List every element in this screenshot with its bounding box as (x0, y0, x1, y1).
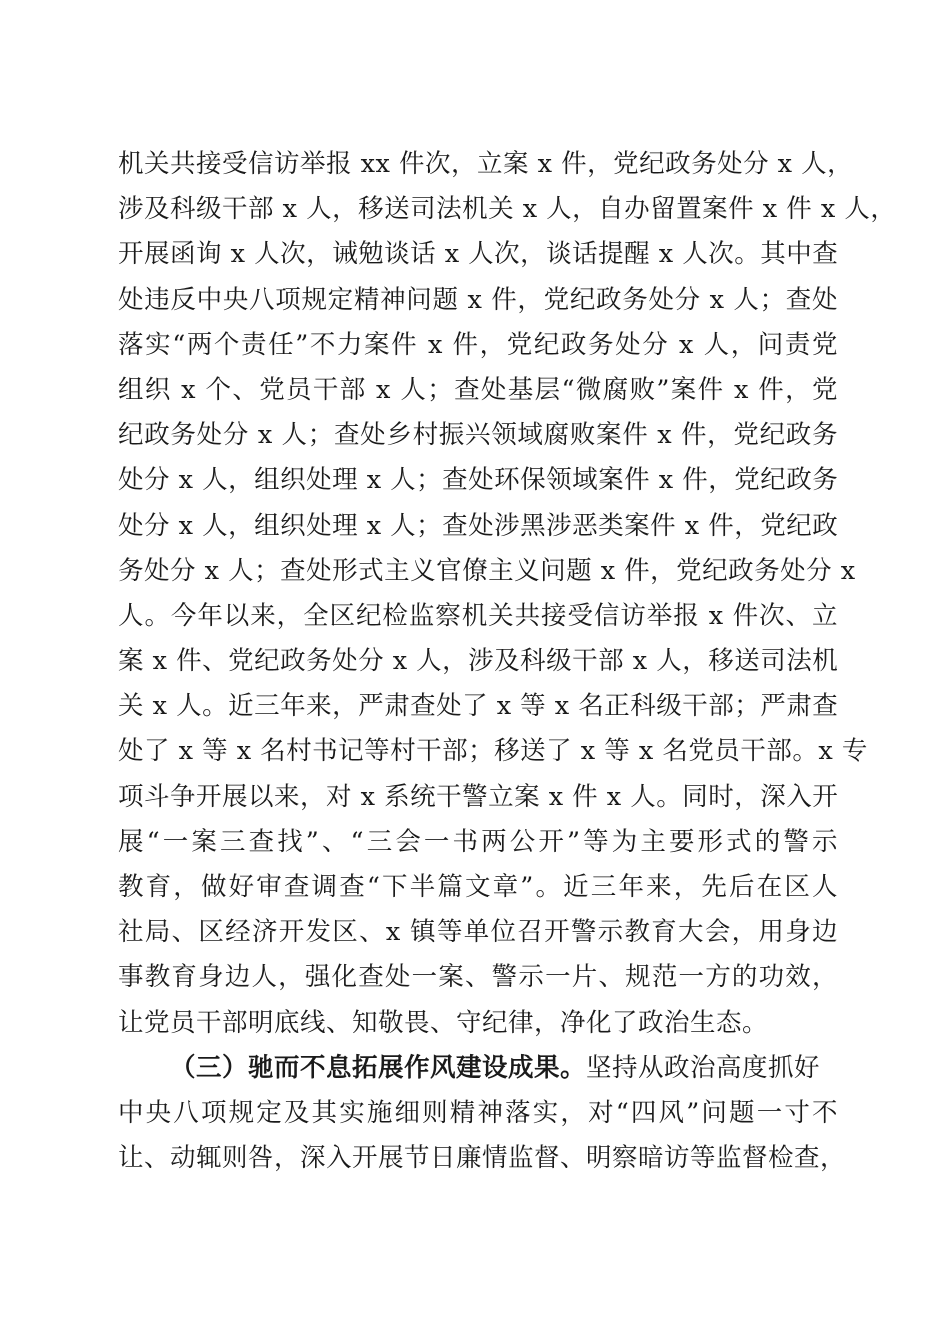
text-line: 人。今年以来，全区纪检监察机关共接受信访举报 x 件次、立 (118, 600, 838, 631)
text-line: 项斗争开展以来，对 x 系统干警立案 x 件 x 人。同时，深入开 (118, 781, 839, 812)
section-heading: （三）驰而不息拓展作风建设成果。 (170, 1052, 587, 1083)
text-line: 涉及科级干部 x 人，移送司法机关 x 人，自办留置案件 x 件 x 人， (118, 194, 897, 225)
text-line: 开展函询 x 人次，诫勉谈话 x 人次，谈话提醒 x 人次。其中查 (118, 239, 839, 270)
paragraph-case-statistics (118, 142, 897, 1046)
heading-continuation: 坚持从政治高度抓好 (586, 1052, 821, 1083)
text-line: 关 x 人。近三年来，严肃查处了 x 等 x 名正科级干部；严肃查 (118, 691, 839, 722)
text-line: 处分 x 人，组织处理 x 人；查处涉黑涉恶类案件 x 件，党纪政 (118, 510, 839, 541)
paragraph-style-building (118, 1046, 847, 1182)
text-line: 展“一案三查找”、“三会一书两公开”等为主要形式的警示 (118, 826, 838, 857)
paragraph-first-line (118, 1046, 838, 1091)
text-line-last: 让党员干部明底线、知敬畏、守纪律，净化了政治生态。 (118, 1007, 769, 1038)
text-line: 纪政务处分 x 人；查处乡村振兴领域腐败案件 x 件，党纪政务 (118, 420, 838, 451)
text-line: 处违反中央八项规定精神问题 x 件，党纪政务处分 x 人；查处 (118, 284, 838, 315)
text-line: 事教育身边人，强化查处一案、警示一片、规范一方的功效， (118, 962, 838, 993)
text-line: 机关共接受信访举报 xx 件次，立案 x 件，党纪政务处分 x 人， (118, 149, 854, 179)
text-line: 处分 x 人，组织处理 x 人；查处环保领域案件 x 件，党纪政务 (118, 465, 839, 496)
text-line: 落实“两个责任”不力案件 x 件，党纪政务处分 x 人，问责党 (118, 329, 838, 360)
text-line: 组织 x 个、党员干部 x 人；查处基层“微腐败”案件 x 件，党 (118, 374, 838, 405)
text-line: 教育，做好审查调查“下半篇文章”。近三年来，先后在区人 (118, 872, 838, 902)
text-line: 务处分 x 人；查处形式主义官僚主义问题 x 件，党纪政务处分 x (118, 555, 856, 586)
text-line: 社局、区经济开发区、x 镇等单位召开警示教育大会，用身边 (118, 917, 838, 948)
body-text (118, 142, 897, 1181)
text-line: 让、动辄则咎，深入开展节日廉情监督、明察暗访等监督检查， (118, 1143, 847, 1174)
text-line: 案 x 件、党纪政务处分 x 人，涉及科级干部 x 人，移送司法机 (118, 646, 839, 677)
text-line: 处了 x 等 x 名村书记等村干部；移送了 x 等 x 名党员干部。x 专 (118, 736, 868, 767)
text-line: 中央八项规定及其实施细则精神落实，对“四风”问题一寸不 (118, 1097, 838, 1128)
